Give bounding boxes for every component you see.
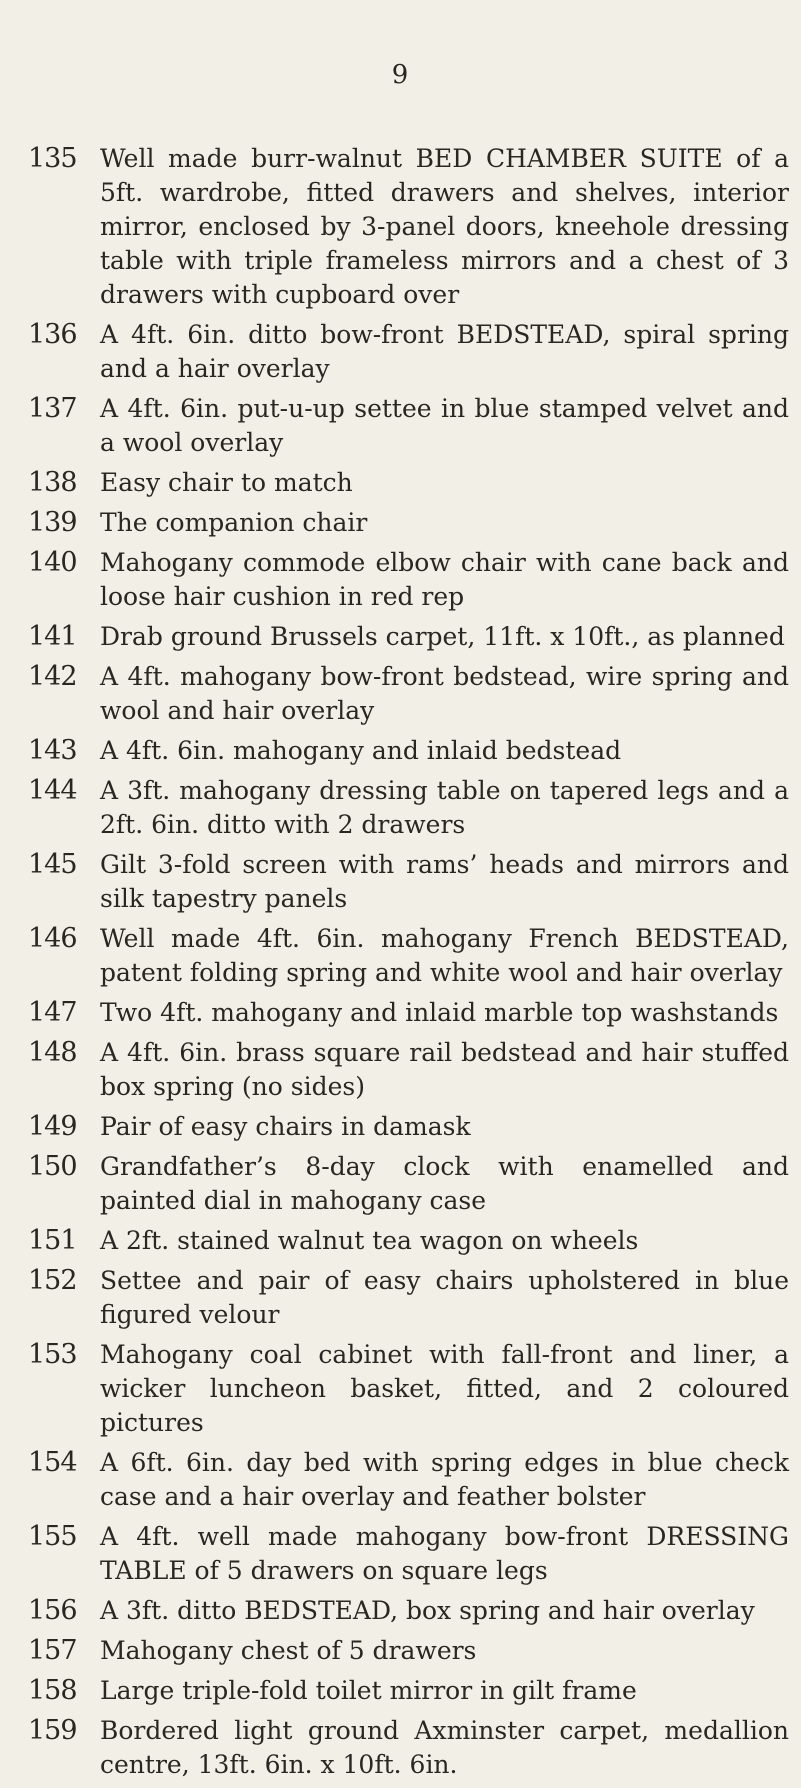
lot-entry [28,1714,793,1782]
lot-entry [28,142,793,312]
lot-entry [28,1634,793,1668]
lot-number: 142 [28,661,77,692]
lot-number: 152 [28,1265,77,1296]
lot-number: 144 [28,775,77,806]
lot-number: 154 [28,1447,77,1478]
lot-number: 138 [28,467,77,498]
lot-entry [28,734,793,768]
lot-description: A 3ft. mahogany dressing table on tapered legs and a 2ft. 6in. ditto with 2 drawers [100,776,789,839]
lot-description: Mahogany chest of 5 drawers [100,1636,477,1665]
lot-list [28,142,793,1788]
lot-entry [28,1520,793,1588]
lot-entry [28,1036,793,1104]
lot-entry [28,1594,793,1628]
lot-description: Well made burr-walnut BED CHAMBER SUITE of a 5ft. wardrobe, fitted drawers and shelves, interior mirror, enclosed by 3-panel doors, kneehole dressing table with triple frameless mirrors and a chest of 3 drawers with cupboard over [100,144,789,309]
lot-number: 157 [28,1635,77,1666]
lot-description: Gilt 3-fold screen with rams’ heads and mirrors and silk tapestry panels [100,850,789,913]
lot-entry [28,1264,793,1332]
lot-description: Mahogany coal cabinet with fall-front and liner, a wicker luncheon basket, fitted, and 2 coloured pictures [100,1340,789,1437]
lot-number: 156 [28,1595,77,1626]
lot-description: The companion chair [100,508,368,537]
lot-description: A 4ft. 6in. brass square rail bedstead and hair stuffed box spring (no sides) [100,1038,789,1101]
lot-entry [28,392,793,460]
lot-description: Large triple-fold toilet mirror in gilt frame [100,1676,637,1705]
lot-entry [28,660,793,728]
lot-description: Mahogany commode elbow chair with cane back and loose hair cushion in red rep [100,548,789,611]
lot-description: Drab ground Brussels carpet, 11ft. x 10ft., as planned [100,622,785,651]
lot-number: 139 [28,507,77,538]
lot-entry [28,774,793,842]
lot-entry [28,1224,793,1258]
lot-number: 136 [28,319,77,350]
lot-number: 147 [28,997,77,1028]
lot-description: Well made 4ft. 6in. mahogany French BEDSTEAD, patent folding spring and white wool and hair overlay [100,924,789,987]
lot-number: 158 [28,1675,77,1706]
lot-number: 151 [28,1225,77,1256]
page-number: 9 [391,60,410,90]
lot-number: 148 [28,1037,77,1068]
lot-description: Settee and pair of easy chairs upholstered in blue figured velour [100,1266,789,1329]
lot-number: 145 [28,849,77,880]
lot-entry [28,620,793,654]
lot-number: 155 [28,1521,77,1552]
lot-number: 143 [28,735,77,766]
lot-number: 149 [28,1111,77,1142]
lot-entry [28,1338,793,1440]
lot-entry [28,546,793,614]
lot-description: Pair of easy chairs in damask [100,1112,471,1141]
lot-entry [28,996,793,1030]
lot-entry [28,848,793,916]
lot-entry [28,506,793,540]
lot-number: 137 [28,393,77,424]
lot-entry [28,922,793,990]
lot-description: Bordered light ground Axminster carpet, medallion centre, 13ft. 6in. x 10ft. 6in. [100,1716,789,1779]
lot-description: A 2ft. stained walnut tea wagon on wheels [100,1226,639,1255]
lot-description: Grandfather’s 8-day clock with enamelled and painted dial in mahogany case [100,1152,789,1215]
lot-entry [28,1150,793,1218]
lot-description: A 6ft. 6in. day bed with spring edges in blue check case and a hair overlay and feather bolster [100,1448,789,1511]
lot-entry [28,1674,793,1708]
lot-number: 159 [28,1715,77,1746]
lot-entry [28,1446,793,1514]
lot-description: A 4ft. 6in. put-u-up settee in blue stamped velvet and a wool overlay [100,394,789,457]
lot-description: A 4ft. 6in. ditto bow-front BEDSTEAD, spiral spring and a hair overlay [100,320,789,383]
lot-entry [28,318,793,386]
lot-number: 150 [28,1151,77,1182]
lot-description: A 4ft. well made mahogany bow-front DRESSING TABLE of 5 drawers on square legs [100,1522,789,1585]
lot-number: 141 [28,621,77,652]
lot-description: A 4ft. mahogany bow-front bedstead, wire spring and wool and hair overlay [100,662,789,725]
lot-number: 146 [28,923,77,954]
lot-number: 140 [28,547,77,578]
lot-description: Easy chair to match [100,468,353,497]
lot-description: A 3ft. ditto BEDSTEAD, box spring and hair overlay [100,1596,755,1625]
lot-number: 153 [28,1339,77,1370]
lot-description: Two 4ft. mahogany and inlaid marble top washstands [100,998,779,1027]
lot-entry [28,466,793,500]
lot-description: A 4ft. 6in. mahogany and inlaid bedstead [100,736,622,765]
lot-number: 135 [28,143,77,174]
lot-entry [28,1110,793,1144]
